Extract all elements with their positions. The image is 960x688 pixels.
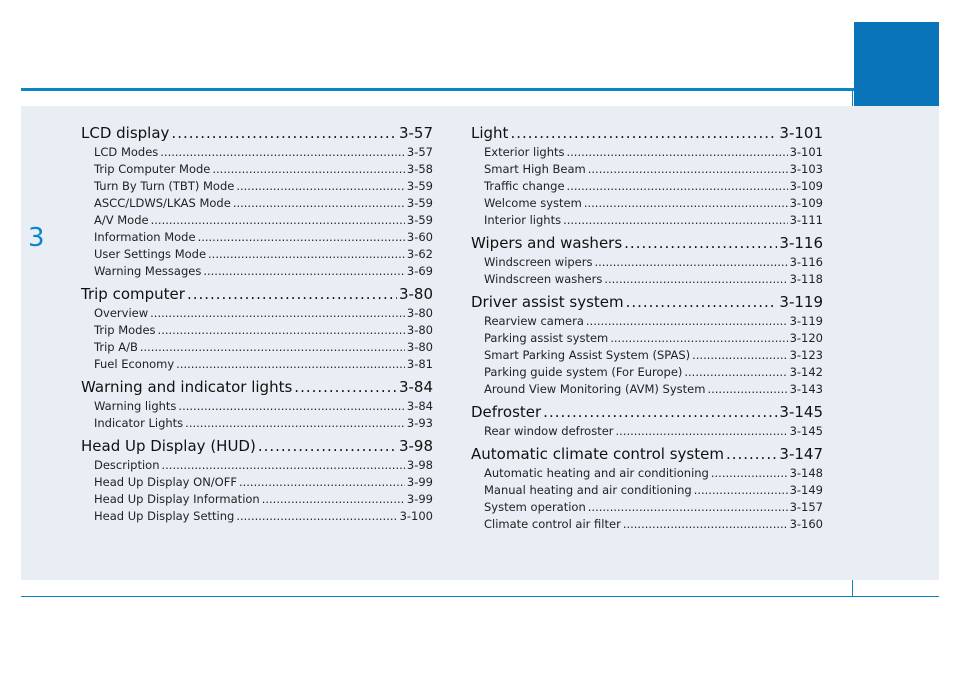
toc-subentry-page: 3-145 — [789, 424, 823, 438]
toc-subentry-page: 3-119 — [789, 314, 823, 328]
toc-subentry-page: 3-149 — [789, 483, 823, 497]
toc-subentry-page: 3-116 — [789, 255, 823, 269]
dot-leader — [258, 435, 397, 457]
toc-subentry[interactable] — [471, 195, 823, 212]
toc-subentry[interactable] — [81, 339, 433, 356]
toc-subentry-page: 3-93 — [406, 416, 433, 430]
toc-subentry-title: Warning Messages — [94, 264, 202, 278]
toc-subentry[interactable] — [81, 229, 433, 246]
toc-subentry[interactable] — [81, 491, 433, 508]
dot-leader — [566, 144, 787, 161]
dot-leader — [586, 313, 788, 330]
bottom-rule — [21, 596, 939, 597]
toc-subentry-page: 3-60 — [406, 230, 433, 244]
dot-leader — [610, 330, 787, 347]
toc-subentry-title: User Settings Mode — [94, 247, 207, 261]
dot-leader — [623, 516, 788, 533]
toc-subentry-title: Trip Computer Mode — [94, 162, 211, 176]
dot-leader — [567, 178, 788, 195]
toc-subentry-title: Parking guide system (For Europe) — [484, 365, 683, 379]
toc-right-column — [471, 122, 823, 533]
toc-subentry-page: 3-118 — [789, 272, 823, 286]
chapter-tab-block — [854, 22, 939, 106]
toc-subentry-title: Parking assist system — [484, 331, 609, 345]
toc-subentry[interactable] — [81, 144, 433, 161]
toc-section-title: Driver assist system — [471, 293, 624, 311]
toc-subentry-title: Head Up Display ON/OFF — [94, 475, 237, 489]
dot-leader — [624, 232, 777, 254]
toc-subentry-title: Information Mode — [94, 230, 196, 244]
toc-subentry-page: 3-142 — [789, 365, 823, 379]
toc-subentry[interactable] — [471, 364, 823, 381]
dot-leader — [563, 212, 787, 229]
toc-subentry-page: 3-59 — [406, 179, 433, 193]
toc-subentry[interactable] — [471, 161, 823, 178]
dot-leader — [262, 491, 405, 508]
toc-subentry-title: Trip Modes — [94, 323, 156, 337]
dot-leader — [178, 398, 404, 415]
toc-subentry-title: Description — [94, 458, 160, 472]
toc-subentry[interactable] — [471, 499, 823, 516]
dot-leader — [588, 499, 788, 516]
toc-subentry-title: Turn By Turn (TBT) Mode — [94, 179, 235, 193]
toc-subentry-title: Warning lights — [94, 399, 177, 413]
dot-leader — [616, 423, 788, 440]
toc-subentry-title: Automatic heating and air conditioning — [484, 466, 709, 480]
toc-subentry[interactable] — [471, 347, 823, 364]
toc-section-page: 3-98 — [398, 437, 433, 455]
dot-leader — [150, 305, 405, 322]
dot-leader — [726, 443, 777, 465]
toc-subentry-title: Exterior lights — [484, 145, 565, 159]
toc-section-title: Warning and indicator lights — [81, 378, 293, 396]
dot-leader — [171, 122, 397, 144]
toc-subentry-page: 3-120 — [789, 331, 823, 345]
toc-section-title: Wipers and washers — [471, 234, 623, 252]
toc-subentry-title: Windscreen wipers — [484, 255, 593, 269]
toc-subentry-page: 3-143 — [789, 382, 823, 396]
dot-leader — [162, 457, 405, 474]
toc-section-entry[interactable] — [81, 122, 433, 144]
dot-leader — [160, 144, 405, 161]
toc-subentry-page: 3-157 — [789, 500, 823, 514]
dot-leader — [176, 356, 405, 373]
toc-subentry-title: Head Up Display Information — [94, 492, 260, 506]
dot-leader — [543, 401, 777, 423]
toc-subentry-page: 3-100 — [399, 509, 433, 523]
dot-leader — [198, 229, 405, 246]
toc-subentry-title: Trip A/B — [94, 340, 138, 354]
toc-subentry-page: 3-103 — [789, 162, 823, 176]
dot-leader — [208, 246, 405, 263]
toc-section-page: 3-80 — [398, 285, 433, 303]
toc-subentry[interactable] — [471, 423, 823, 440]
toc-subentry-title: Traffic change — [484, 179, 565, 193]
dot-leader — [236, 178, 405, 195]
toc-subentry-page: 3-81 — [406, 357, 433, 371]
toc-section-entry[interactable] — [81, 283, 433, 305]
toc-subentry-title: Head Up Display Setting — [94, 509, 235, 523]
toc-subentry-page: 3-84 — [406, 399, 433, 413]
toc-section-title: Trip computer — [81, 285, 185, 303]
dot-leader — [711, 465, 788, 482]
toc-subentry-title: Rearview camera — [484, 314, 584, 328]
toc-subentry-title: ASCC/LDWS/LKAS Mode — [94, 196, 231, 210]
toc-subentry-title: A/V Mode — [94, 213, 149, 227]
toc-subentry[interactable] — [81, 322, 433, 339]
top-rule — [21, 88, 939, 91]
toc-section-entry[interactable] — [471, 122, 823, 144]
dot-leader — [185, 415, 405, 432]
toc-subentry[interactable] — [81, 178, 433, 195]
dot-leader — [233, 195, 405, 212]
toc-subentry[interactable] — [471, 212, 823, 229]
toc-subentry-page: 3-59 — [406, 213, 433, 227]
toc-subentry[interactable] — [81, 212, 433, 229]
toc-subentry-title: Climate control air filter — [484, 517, 621, 531]
toc-subentry[interactable] — [81, 195, 433, 212]
toc-subentry[interactable] — [471, 381, 823, 398]
toc-section-title: LCD display — [81, 124, 170, 142]
toc-subentry-title: Interior lights — [484, 213, 562, 227]
dot-leader — [707, 381, 787, 398]
dot-leader — [151, 212, 405, 229]
toc-subentry-page: 3-101 — [789, 145, 823, 159]
toc-subentry-page: 3-59 — [406, 196, 433, 210]
toc-subentry-title: Fuel Economy — [94, 357, 175, 371]
dot-leader — [626, 291, 778, 313]
toc-subentry[interactable] — [471, 330, 823, 347]
toc-subentry[interactable] — [81, 356, 433, 373]
toc-subentry-title: LCD Modes — [94, 145, 159, 159]
dot-leader — [684, 364, 787, 381]
toc-subentry-title: Overview — [94, 306, 149, 320]
toc-subentry-page: 3-109 — [789, 196, 823, 210]
toc-subentry-page: 3-80 — [406, 323, 433, 337]
toc-subentry-page: 3-80 — [406, 306, 433, 320]
toc-section-page: 3-116 — [779, 234, 823, 252]
toc-subentry[interactable] — [81, 305, 433, 322]
dot-leader — [594, 254, 787, 271]
dot-leader — [239, 474, 405, 491]
dot-leader — [140, 339, 405, 356]
toc-subentry-page: 3-69 — [406, 264, 433, 278]
toc-subentry-title: System operation — [484, 500, 586, 514]
toc-subentry-title: Welcome system — [484, 196, 582, 210]
dot-leader — [510, 122, 777, 144]
toc-subentry-page: 3-98 — [406, 458, 433, 472]
dot-leader — [692, 347, 787, 364]
dot-leader — [588, 161, 788, 178]
toc-section-title: Light — [471, 124, 509, 142]
toc-subentry[interactable] — [471, 465, 823, 482]
toc-section-entry[interactable] — [471, 232, 823, 254]
toc-subentry-title: Around View Monitoring (AVM) System — [484, 382, 706, 396]
toc-subentry[interactable] — [471, 271, 823, 288]
dot-leader — [236, 508, 397, 525]
toc-subentry-page: 3-58 — [406, 162, 433, 176]
toc-subentry[interactable] — [81, 398, 433, 415]
toc-section-entry[interactable] — [471, 443, 823, 465]
toc-section-title: Automatic climate control system — [471, 445, 724, 463]
toc-subentry-page: 3-148 — [789, 466, 823, 480]
dot-leader — [187, 283, 397, 305]
toc-subentry-page: 3-99 — [406, 475, 433, 489]
toc-subentry-title: Indicator Lights — [94, 416, 184, 430]
toc-subentry-page: 3-57 — [406, 145, 433, 159]
toc-subentry-page: 3-160 — [789, 517, 823, 531]
dot-leader — [694, 482, 788, 499]
toc-subentry[interactable] — [81, 508, 433, 525]
toc-subentry-page: 3-80 — [406, 340, 433, 354]
toc-section-entry[interactable] — [81, 435, 433, 457]
chapter-number: 3 — [28, 223, 45, 253]
toc-section-title: Defroster — [471, 403, 542, 421]
dot-leader — [203, 263, 405, 280]
toc-section-page: 3-145 — [779, 403, 823, 421]
toc-subentry[interactable] — [471, 313, 823, 330]
toc-subentry-page: 3-111 — [789, 213, 823, 227]
toc-section-entry[interactable] — [471, 401, 823, 423]
dot-leader — [584, 195, 788, 212]
toc-subentry[interactable] — [471, 144, 823, 161]
dot-leader — [158, 322, 405, 339]
toc-subentry-title: Windscreen washers — [484, 272, 603, 286]
toc-subentry[interactable] — [81, 415, 433, 432]
toc-subentry-page: 3-62 — [406, 247, 433, 261]
toc-section-entry[interactable] — [81, 376, 433, 398]
toc-subentry[interactable] — [81, 263, 433, 280]
toc-subentry-title: Rear window defroster — [484, 424, 614, 438]
dot-leader — [212, 161, 405, 178]
toc-subentry[interactable] — [81, 457, 433, 474]
toc-subentry[interactable] — [81, 474, 433, 491]
toc-section-page: 3-119 — [779, 293, 823, 311]
dot-leader — [294, 376, 397, 398]
toc-section-entry[interactable] — [471, 291, 823, 313]
toc-subentry[interactable] — [471, 178, 823, 195]
toc-subentry-page: 3-123 — [789, 348, 823, 362]
toc-subentry[interactable] — [81, 246, 433, 263]
dot-leader — [604, 271, 787, 288]
toc-section-page: 3-57 — [398, 124, 433, 142]
toc-subentry-title: Manual heating and air conditioning — [484, 483, 692, 497]
toc-section-title: Head Up Display (HUD) — [81, 437, 256, 455]
toc-subentry[interactable] — [471, 482, 823, 499]
toc-subentry-page: 3-99 — [406, 492, 433, 506]
toc-subentry-title: Smart Parking Assist System (SPAS) — [484, 348, 691, 362]
toc-subentry[interactable] — [471, 254, 823, 271]
toc-subentry-page: 3-109 — [789, 179, 823, 193]
toc-subentry[interactable] — [471, 516, 823, 533]
toc-section-page: 3-101 — [779, 124, 823, 142]
toc-left-column — [81, 122, 433, 525]
toc-section-page: 3-84 — [398, 378, 433, 396]
toc-section-page: 3-147 — [779, 445, 823, 463]
toc-subentry[interactable] — [81, 161, 433, 178]
toc-subentry-title: Smart High Beam — [484, 162, 586, 176]
